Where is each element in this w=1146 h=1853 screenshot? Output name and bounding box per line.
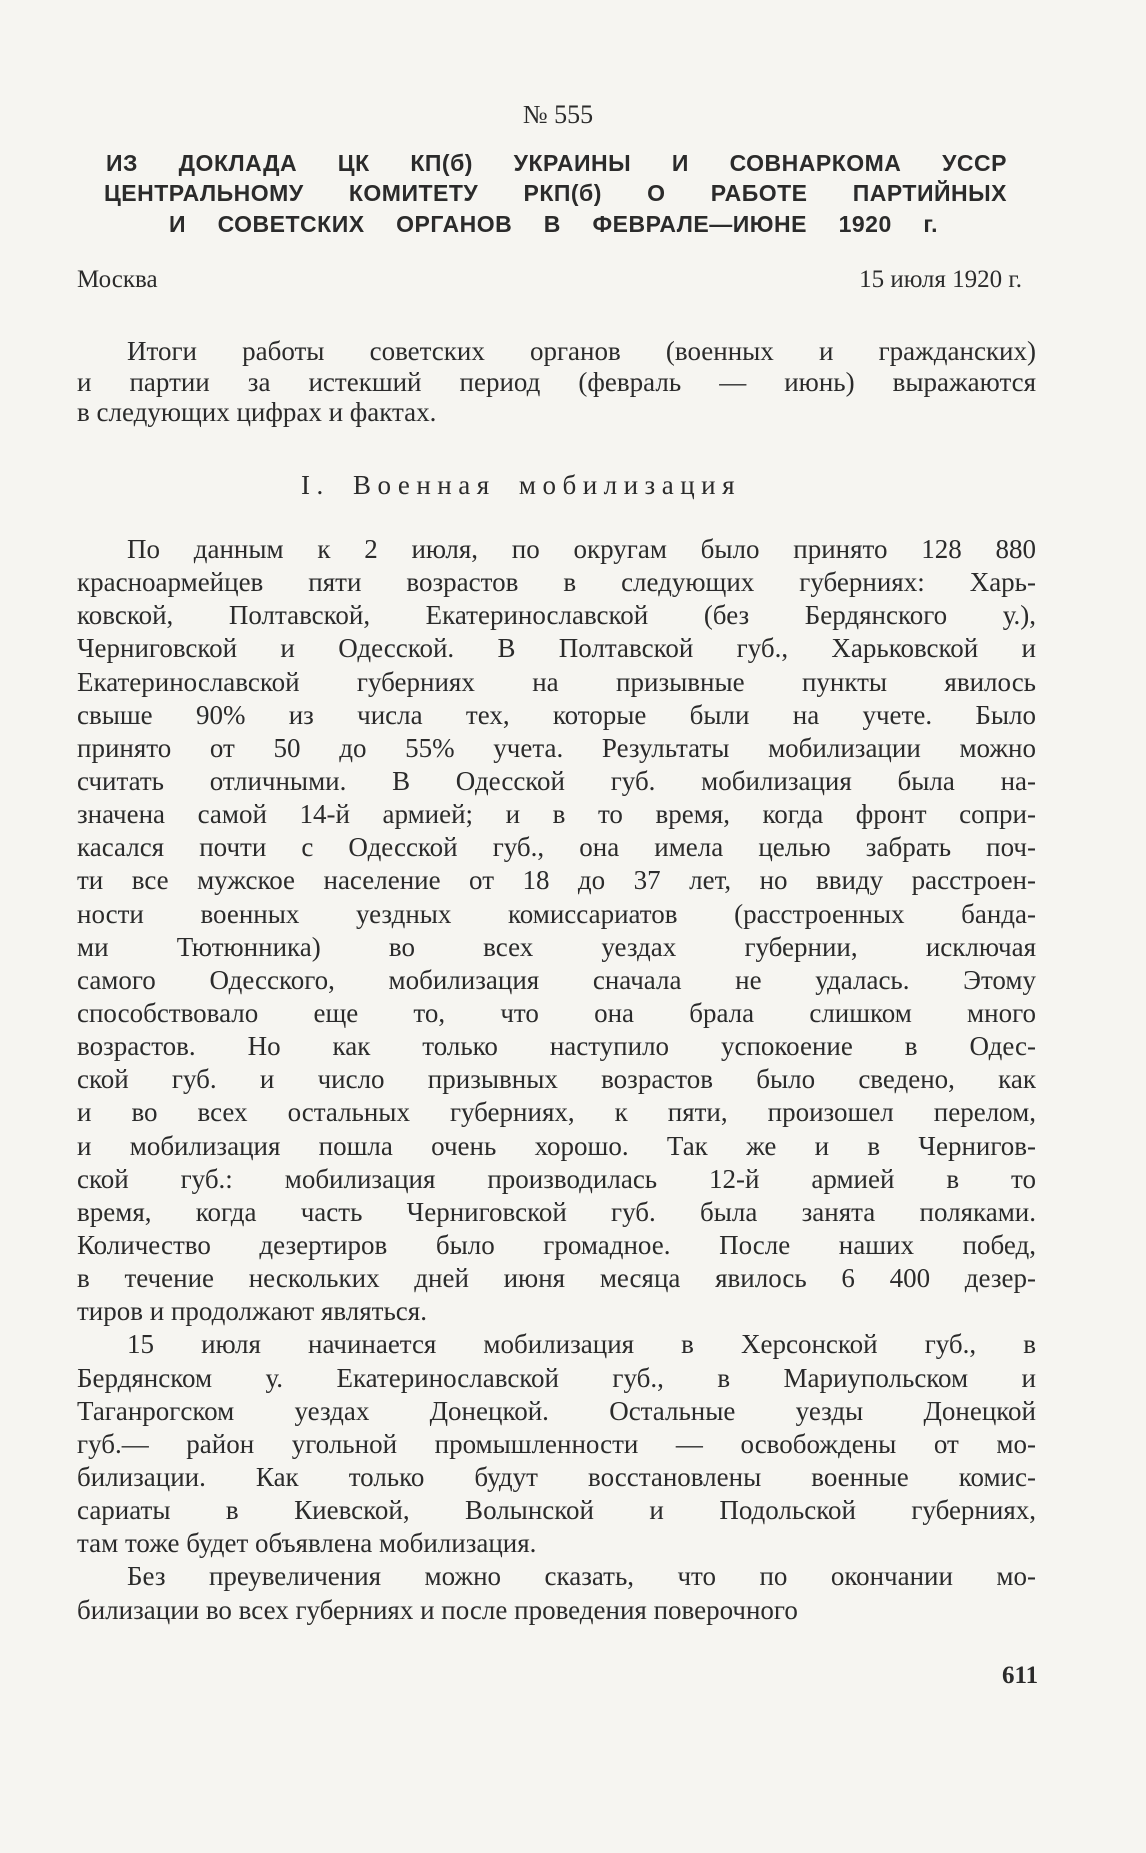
text-line: ской губ.: мобилизация производилась 12-й армией в то xyxy=(77,1163,1036,1194)
text-line: Итоги работы советских органов (военных и гражданских) xyxy=(127,336,1036,366)
document-title-line: ИЗ ДОКЛАДА ЦК КП(б) УКРАИНЫ И СОВНАРКОМА УССР xyxy=(106,150,1007,176)
text-line: тиров и продолжают являться. xyxy=(77,1296,427,1327)
intro-paragraph xyxy=(77,336,1036,428)
text-line: ковской, Полтавской, Екатеринославской (без Бердянского у.), xyxy=(77,600,1036,631)
text-line: 15 июля начинается мобилизация в Херсонской губ., в xyxy=(127,1329,1036,1360)
text-line: касался почти с Одесской губ., она имела целью забрать поч- xyxy=(77,832,1036,863)
text-line: считать отличными. В Одесской губ. мобилизация была на- xyxy=(77,765,1036,796)
document-date: 15 июля 1920 г. xyxy=(859,266,1022,293)
section-heading: I. Военная мобилизация xyxy=(301,470,742,500)
text-line: Без преувеличения можно сказать, что по окончании мо- xyxy=(127,1561,1036,1592)
text-line: По данным к 2 июля, по округам было принято 128 880 xyxy=(127,534,1036,564)
text-line: в следующих цифрах и фактах. xyxy=(77,397,437,427)
text-line: способствовало еще то, что она брала слишком много xyxy=(77,997,1036,1028)
text-line: ности военных уездных комиссариатов (расстроенных банда- xyxy=(77,898,1036,929)
text-line: ти все мужское население от 18 до 37 лет, но ввиду расстроен- xyxy=(77,865,1036,896)
text-line: возрастов. Но как только наступило успокоение в Одес- xyxy=(77,1031,1036,1062)
text-line: губ.— район угольной промышленности — освобождены от мо- xyxy=(77,1428,1036,1459)
text-line: Таганрогском уездах Донецкой. Остальные уезды Донецкой xyxy=(77,1395,1036,1426)
text-line: билизации. Как только будут восстановлены военные комис- xyxy=(77,1461,1036,1492)
text-line: билизации во всех губерниях и после проведения поверочного xyxy=(77,1594,798,1625)
text-line: и во всех остальных губерниях, к пяти, произошел перелом, xyxy=(77,1097,1036,1128)
paragraph xyxy=(77,1560,1036,1626)
text-line: ской губ. и число призывных возрастов было сведено, как xyxy=(77,1064,1036,1095)
paragraph xyxy=(77,533,1036,1328)
text-line: в течение нескольких дней июня месяца явилось 6 400 дезер- xyxy=(77,1263,1036,1294)
text-line: свыше 90% из числа тех, которые были на учете. Было xyxy=(77,699,1036,730)
text-line: там тоже будет объявлена мобилизация. xyxy=(77,1528,537,1559)
text-line: принято от 50 до 55% учета. Результаты мобилизации можно xyxy=(77,732,1036,763)
text-line: ми Тютюнника) во всех уездах губернии, исключая xyxy=(77,931,1036,962)
document-number: № 555 xyxy=(522,100,594,129)
text-line: самого Одесского, мобилизация сначала не удалась. Этому xyxy=(77,964,1036,995)
document-title-line: И СОВЕТСКИХ ОРГАНОВ В ФЕВРАЛЕ—ИЮНЕ 1920 г. xyxy=(169,211,938,237)
text-line: Екатеринославской губерниях на призывные пункты явилось xyxy=(77,666,1036,697)
paragraph xyxy=(77,1328,1036,1560)
text-line: и партии за истекший период (февраль — июнь) выражаются xyxy=(77,366,1036,397)
document-title-line: ЦЕНТРАЛЬНОМУ КОМИТЕТУ РКП(б) О РАБОТЕ ПАРТИЙНЫХ xyxy=(104,180,1007,206)
text-line: время, когда часть Черниговской губ. была занята поляками. xyxy=(77,1196,1036,1227)
text-line: Бердянском у. Екатеринославской губ., в Мариупольском и xyxy=(77,1362,1036,1393)
page-number: 611 xyxy=(1002,1662,1039,1689)
text-line: Количество дезертиров было громадное. После наших побед, xyxy=(77,1229,1036,1260)
text-line: и мобилизация пошла очень хорошо. Так же и в Чернигов- xyxy=(77,1130,1036,1161)
text-line: красноармейцев пяти возрастов в следующих губерниях: Харь- xyxy=(77,567,1036,598)
document-body xyxy=(77,533,1036,1627)
text-line: Черниговской и Одесской. В Полтавской губ., Харьковской и xyxy=(77,633,1036,664)
text-line: значена самой 14-й армией; и в то время, когда фронт сопри- xyxy=(77,799,1036,830)
text-line: сариаты в Киевской, Волынской и Подольской губерниях, xyxy=(77,1495,1036,1526)
document-place: Москва xyxy=(77,266,158,293)
